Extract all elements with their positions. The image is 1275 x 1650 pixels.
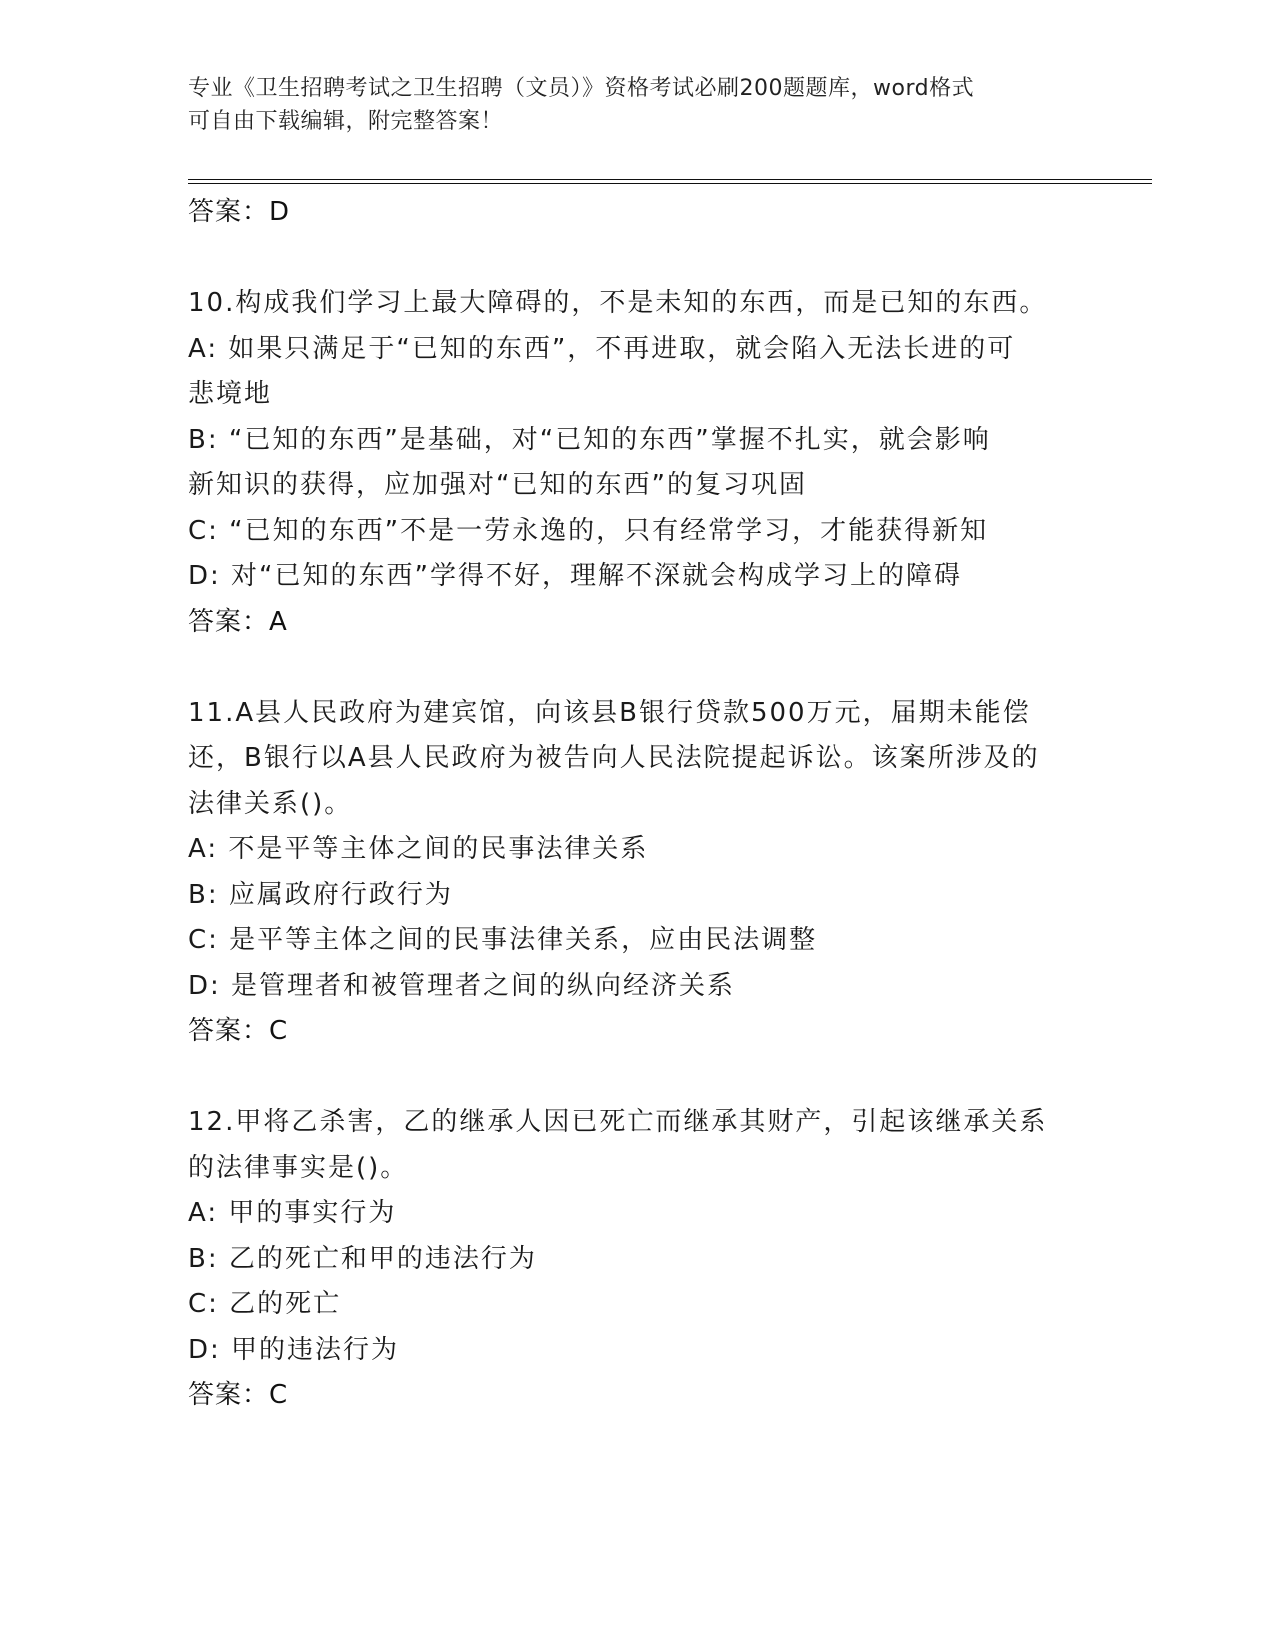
header-rule-top (188, 179, 1152, 180)
option-a (188, 327, 1088, 418)
answer-label: 答案：A (188, 606, 288, 637)
option-line: A: 如果只满足于“已知的东西”，不再进取，就会陷入无法长进的可 (188, 333, 1016, 364)
spacer (188, 645, 1088, 691)
previous-answer: 答案：D (188, 197, 291, 227)
page-header (188, 72, 1088, 138)
option-c: C: “已知的东西”不是一劳永逸的，只有经常学习，才能获得新知 (188, 515, 989, 546)
answer-label: 答案：C (188, 1016, 289, 1046)
header-line-2: 可自由下载编辑，附完整答案！ (188, 109, 504, 134)
option-d: D: 是管理者和被管理者之间的纵向经济关系 (188, 970, 736, 1001)
header-line-1: 专业《卫生招聘考试之卫生招聘（文员）》资格考试必刷200题题库，word格式 (188, 76, 975, 101)
question-content (188, 190, 1088, 1419)
spacer (188, 1055, 1088, 1101)
header-rule-bottom (188, 183, 1152, 184)
question-stem: 12.甲将乙杀害，乙的继承人因已死亡而继承其财产，引起该继承关系 (188, 1107, 1048, 1137)
option-d: D: 对“已知的东西”学得不好，理解不深就会构成学习上的障碍 (188, 561, 962, 591)
answer-label: 答案：C (188, 1380, 289, 1410)
question-stem: 的法律事实是()。 (188, 1152, 409, 1183)
question-stem: 法律关系()。 (188, 788, 353, 819)
option-b: B: 乙的死亡和甲的违法行为 (188, 1243, 537, 1274)
option-d: D: 甲的违法行为 (188, 1334, 400, 1365)
question-10 (188, 281, 1088, 645)
option-line: 悲境地 (188, 379, 273, 409)
option-a: A: 不是平等主体之间的民事法律关系 (188, 834, 649, 864)
option-a: A: 甲的事实行为 (188, 1198, 397, 1228)
question-stem: 还，B银行以A县人民政府为被告向人民法院提起诉讼。该案所涉及的 (188, 743, 1040, 773)
spacer (188, 236, 1088, 282)
option-line: B: “已知的东西”是基础，对“已知的东西”掌握不扎实，就会影响 (188, 424, 991, 455)
option-b: B: 应属政府行政行为 (188, 879, 453, 910)
question-stem: 10.构成我们学习上最大障碍的，不是未知的东西，而是已知的东西。 (188, 288, 1048, 318)
question-11 (188, 691, 1088, 1055)
option-line: 新知识的获得，应加强对“已知的东西”的复习巩固 (188, 470, 807, 500)
question-12 (188, 1100, 1088, 1419)
option-b (188, 418, 1088, 509)
option-c: C: 是平等主体之间的民事法律关系，应由民法调整 (188, 925, 818, 955)
option-c: C: 乙的死亡 (188, 1289, 342, 1319)
question-stem: 11.A县人民政府为建宾馆，向该县B银行贷款500万元，届期未能偿 (188, 697, 1031, 728)
